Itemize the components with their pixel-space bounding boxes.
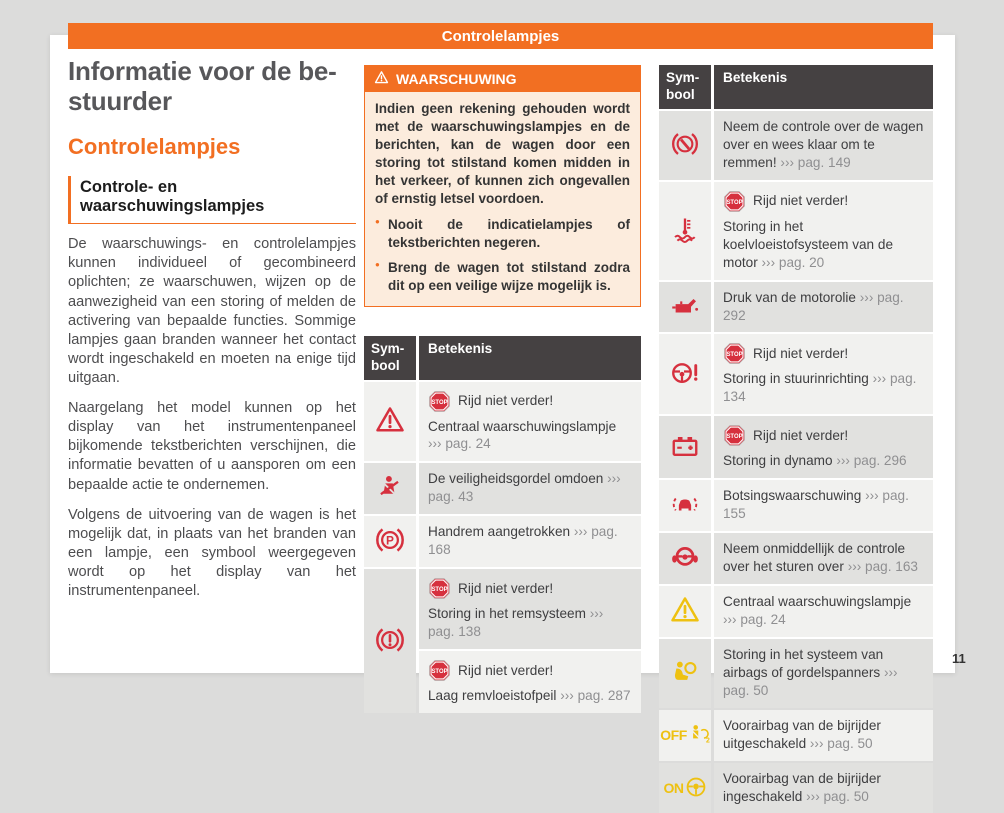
table-row xyxy=(659,763,933,813)
page-reference-link[interactable]: ››› pag. 20 xyxy=(761,254,825,270)
warning-box-header xyxy=(365,66,640,92)
meaning-cell-stack xyxy=(714,710,933,761)
section-title: Controlelampjes xyxy=(68,134,241,160)
symbol-cell xyxy=(659,763,711,813)
meaning-cell-stack xyxy=(714,111,933,180)
table-row xyxy=(659,639,933,708)
warning-lights-table-right xyxy=(659,65,933,813)
meaning-text-line xyxy=(428,605,632,641)
meaning-cell xyxy=(419,463,641,514)
page-reference-link[interactable]: ››› pag. 134 xyxy=(723,371,917,405)
page-reference-link[interactable]: ››› pag. 43 xyxy=(428,471,621,505)
chapter-title-line-1: Informatie voor de be- xyxy=(68,56,337,86)
warning-triangle-icon xyxy=(374,70,389,88)
stop-icon xyxy=(723,424,746,447)
symbol-column-header: Sym-bool xyxy=(364,336,416,380)
meaning-text-line xyxy=(428,418,632,454)
meaning-text-line xyxy=(723,289,924,325)
meaning-cell-stack xyxy=(714,533,933,584)
body-paragraph: Naargelang het model kunnen op het display van het instrumentenpaneel bijkomende tekstberichten verschijnen, die informatie bevatten of u aansporen om een bepaalde actie te ondernemen. xyxy=(68,400,356,493)
body-paragraph: De waarschuwings- en controlelampjes kunnen individueel of gecombineerd oplichten; ze waarschuwen, wijzen op de aanwezigheid van een storing of melden de activering van bepaalde functies. Sommige lampjes gaan branden wanneer het contact wordt ingeschakeld en moeten na enige tijd uitgaan. xyxy=(68,236,356,387)
meaning-text: Neem de controle over de wagen over en wees klaar om te remmen! xyxy=(723,118,924,170)
table-row xyxy=(364,516,641,567)
page-header-title: Controlelampjes xyxy=(441,27,560,45)
page-reference-link[interactable]: ››› pag. 50 xyxy=(723,664,898,698)
meaning-cell-stack xyxy=(419,569,641,713)
collision-warning-icon xyxy=(670,489,700,522)
airbag-warning-icon xyxy=(671,658,699,689)
page-reference-link[interactable]: ››› pag. 287 xyxy=(560,688,631,703)
brake-system-icon xyxy=(375,625,405,658)
meaning-text: Voorairbag van de bijrijder uitgeschakeld xyxy=(723,717,881,751)
page-reference-link[interactable]: ››› pag. 24 xyxy=(723,611,786,627)
body-paragraph: Volgens de uitvoering van de wagen is het mogelijk dat, in plaats van het branden van een lampje, een symbool weergegeven wordt op het display van het instrumentenpaneel. xyxy=(68,506,356,600)
meaning-cell-stack xyxy=(714,182,933,280)
warning-text: Indien geen rekening gehouden wordt met de waarschuwingslampjes en de berichten, kan de wagen door een storing tot stilstand komen midden in het verkeer, of kunnen zich ongevallen of ernstig letsel voordoen. xyxy=(375,101,630,206)
meaning-text: Laag remvloeistofpeil xyxy=(428,688,561,703)
table-row xyxy=(659,111,933,180)
stop-warning-line xyxy=(723,342,924,365)
warning-box xyxy=(364,65,641,307)
meaning-text: Centraal waarschuwingslampje xyxy=(723,594,912,610)
symbol-cell xyxy=(364,463,416,514)
meaning-cell xyxy=(714,586,933,637)
svg-text:STOP: STOP xyxy=(431,668,448,675)
airbag-on-icon xyxy=(685,776,707,801)
table-row xyxy=(659,533,933,584)
table-row xyxy=(659,480,933,531)
symbol-cell xyxy=(659,334,711,414)
page-header-bar xyxy=(68,23,933,49)
svg-text:STOP: STOP xyxy=(726,199,743,206)
meaning-text-line xyxy=(723,218,924,272)
meaning-column-header: Betekenis xyxy=(419,336,641,380)
svg-text:STOP: STOP xyxy=(431,399,448,406)
meaning-cell-stack xyxy=(714,334,933,414)
meaning-text: Botsingswaarschuwing xyxy=(723,488,866,504)
warning-bullet: ● Nooit de indicatielampjes of tekstberichten negeren. xyxy=(375,216,630,252)
meaning-cell-stack xyxy=(419,382,641,462)
symbol-cell xyxy=(659,182,711,280)
warning-bullet-list xyxy=(375,216,630,295)
airbag-off-icon xyxy=(688,723,710,748)
meaning-cell-stack xyxy=(714,586,933,637)
battery-icon xyxy=(670,431,700,464)
svg-text:P: P xyxy=(386,533,394,548)
meaning-text-line xyxy=(723,646,924,700)
meaning-cell-stack xyxy=(714,763,933,813)
meaning-cell-stack xyxy=(714,416,933,478)
warning-bullet: ● Breng de wagen tot stilstand zodra dit op een veilige wijze mogelijk is. xyxy=(375,259,630,295)
meaning-cell xyxy=(714,334,933,414)
meaning-cell xyxy=(419,569,641,649)
meaning-text-line xyxy=(723,452,924,470)
meaning-cell xyxy=(714,710,933,761)
seatbelt-icon xyxy=(377,474,403,503)
chapter-title xyxy=(68,57,356,116)
meaning-text-line xyxy=(428,523,632,559)
middle-column xyxy=(364,65,641,713)
warning-box-body xyxy=(365,92,640,306)
meaning-cell-stack xyxy=(714,480,933,531)
meaning-text: Storing in het remsysteem xyxy=(428,606,590,622)
warning-triangle-icon xyxy=(670,595,700,628)
coolant-temperature-icon xyxy=(671,215,699,246)
meaning-text-line xyxy=(723,770,924,806)
symbol-cell xyxy=(659,639,711,708)
meaning-text: De veiligheidsgordel omdoen xyxy=(428,471,608,487)
meaning-cell xyxy=(714,416,933,478)
meaning-cell xyxy=(714,763,933,813)
meaning-column-header: Betekenis xyxy=(714,65,933,109)
meaning-cell xyxy=(714,533,933,584)
page-reference-link[interactable]: ››› pag. 155 xyxy=(723,488,909,522)
table-row xyxy=(659,334,933,414)
meaning-text-line xyxy=(428,470,632,506)
stop-label: Rijd niet verder! xyxy=(458,393,554,409)
table-header-row xyxy=(659,65,933,109)
meaning-text: Storing in het systeem van airbags of gordelspanners xyxy=(723,646,884,680)
table-header-row xyxy=(364,336,641,380)
stop-warning-line xyxy=(428,577,632,600)
stop-label: Rijd niet verder! xyxy=(458,580,554,596)
stop-warning-line xyxy=(723,424,924,447)
page-reference-link[interactable]: ››› pag. 296 xyxy=(836,453,907,469)
svg-text:2: 2 xyxy=(705,737,710,745)
table-row xyxy=(364,463,641,514)
stop-icon xyxy=(428,577,451,600)
page-reference-link[interactable]: ››› pag. 168 xyxy=(428,524,618,558)
warning-lights-table-middle xyxy=(364,336,641,713)
meaning-text-line xyxy=(723,717,924,753)
meaning-cell-stack xyxy=(419,516,641,567)
meaning-text: Druk van de motorolie xyxy=(723,289,860,305)
table-row xyxy=(364,382,641,462)
stop-warning-line xyxy=(428,390,632,413)
page-reference-link[interactable]: ››› pag. 163 xyxy=(847,559,918,575)
svg-text:STOP: STOP xyxy=(726,434,743,441)
symbol-column-header: Sym-bool xyxy=(659,65,711,109)
stop-label: Rijd niet verder! xyxy=(753,427,849,443)
table-row xyxy=(659,282,933,333)
stop-icon xyxy=(428,659,451,682)
warning-triangle-icon xyxy=(375,405,405,438)
stop-icon xyxy=(428,390,451,413)
meaning-text-line xyxy=(428,687,632,705)
page-reference-link[interactable]: ››› pag. 50 xyxy=(806,788,869,804)
meaning-cell-stack xyxy=(419,463,641,514)
symbol-cell xyxy=(659,480,711,531)
airbag-state-label: ON xyxy=(663,780,684,797)
table-row xyxy=(659,710,933,761)
table-row xyxy=(659,416,933,478)
meaning-text-line xyxy=(723,370,924,406)
page-reference-link[interactable]: ››› pag. 50 xyxy=(809,735,873,751)
meaning-cell xyxy=(714,282,933,333)
stop-warning-line xyxy=(428,659,632,682)
meaning-cell-stack xyxy=(714,282,933,333)
meaning-cell xyxy=(714,111,933,180)
chapter-title-line-2: stuurder xyxy=(68,85,172,116)
meaning-text: Neem onmiddellijk de controle over het sturen over xyxy=(723,541,906,575)
subsection-title: Controle- en waarschuwingslampjes xyxy=(68,176,356,224)
steering-takeover-icon xyxy=(670,542,700,575)
meaning-text: Storing in stuurinrichting xyxy=(723,371,873,387)
table-row xyxy=(364,569,641,713)
symbol-cell xyxy=(364,569,416,713)
meaning-cell xyxy=(419,651,641,713)
brake-takeover-icon xyxy=(671,130,699,161)
symbol-cell xyxy=(659,416,711,478)
meaning-cell xyxy=(714,639,933,708)
meaning-text-line xyxy=(723,540,924,576)
symbol-cell xyxy=(364,382,416,462)
meaning-cell-stack xyxy=(714,639,933,708)
page-reference-link[interactable]: ››› pag. 138 xyxy=(428,606,604,640)
stop-icon xyxy=(723,190,746,213)
page-reference-link[interactable]: ››› pag. 24 xyxy=(428,436,491,452)
right-column xyxy=(659,65,933,813)
page-reference-link[interactable]: ››› pag. 292 xyxy=(723,289,904,323)
meaning-text-line xyxy=(723,593,924,629)
meaning-cell xyxy=(714,480,933,531)
parking-brake-icon xyxy=(375,525,405,558)
stop-label: Rijd niet verder! xyxy=(753,193,849,209)
airbag-state-label: OFF xyxy=(660,727,687,744)
stop-label: Rijd niet verder! xyxy=(458,662,554,678)
page-number: 11 xyxy=(952,651,966,666)
meaning-cell xyxy=(714,182,933,280)
svg-text:STOP: STOP xyxy=(726,352,743,359)
meaning-cell xyxy=(419,382,641,462)
stop-warning-line xyxy=(723,190,924,213)
table-row xyxy=(659,586,933,637)
symbol-cell xyxy=(659,533,711,584)
meaning-text: Voorairbag van de bijrijder ingeschakeld xyxy=(723,770,881,804)
symbol-cell xyxy=(659,282,711,333)
table-row xyxy=(659,182,933,280)
symbol-cell xyxy=(659,111,711,180)
svg-text:STOP: STOP xyxy=(431,587,448,594)
meaning-text: Storing in dynamo xyxy=(723,453,837,469)
steering-warning-icon xyxy=(670,358,700,391)
left-column xyxy=(68,57,356,601)
symbol-cell xyxy=(659,586,711,637)
stop-icon xyxy=(723,342,746,365)
symbol-cell xyxy=(364,516,416,567)
meaning-text: Centraal waarschuwingslampje xyxy=(428,418,617,434)
symbol-cell xyxy=(659,710,711,761)
meaning-text: Handrem aangetrokken xyxy=(428,524,574,540)
meaning-cell xyxy=(419,516,641,567)
oil-pressure-icon xyxy=(670,291,700,324)
meaning-text-line xyxy=(723,118,924,172)
meaning-text: Storing in het koelvloeistofsysteem van de motor xyxy=(723,218,894,270)
meaning-text-line xyxy=(723,487,924,523)
page-reference-link[interactable]: ››› pag. 149 xyxy=(780,154,851,170)
warning-box-title: WAARSCHUWING xyxy=(396,71,517,87)
stop-label: Rijd niet verder! xyxy=(753,346,849,361)
